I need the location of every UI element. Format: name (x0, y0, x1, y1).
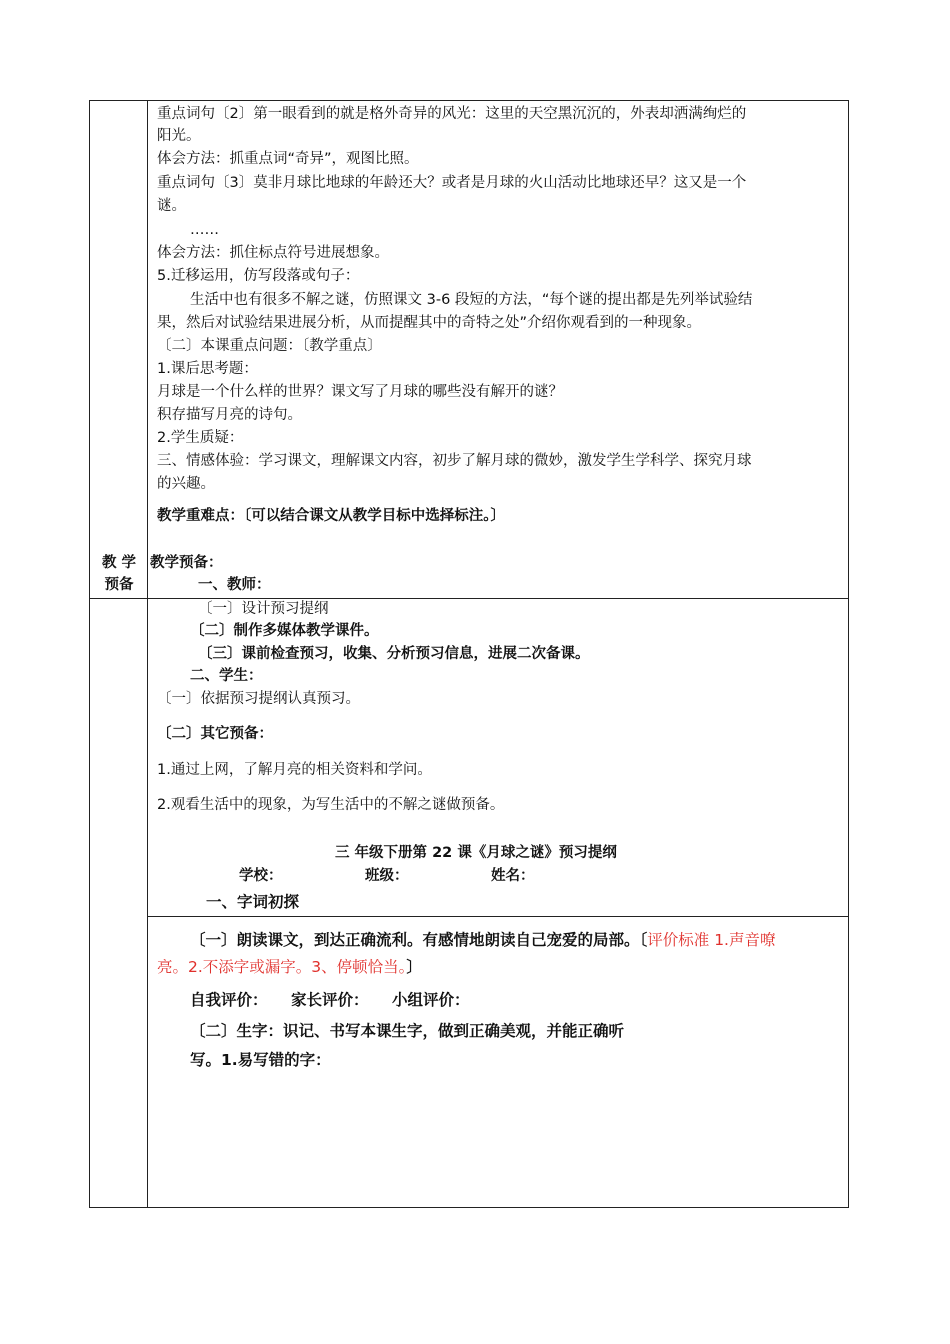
key-sentence-3: 重点词句〔3〕莫非月球比地球的年龄还大？或者是月球的火山活动比地球还早？这又是一个 (157, 175, 747, 191)
other-prep-heading: 〔二〕其它预备： (157, 726, 273, 742)
method-1: 体会方法：抓重点词“奇异”，观图比照。 (157, 151, 419, 167)
key-sentence-2-cont: 阳光。 (157, 128, 201, 144)
key-sentence-3-cont: 谜。 (157, 198, 186, 214)
new-chars-task-cont: 写。1.易写错的字： (190, 1051, 331, 1069)
method-2: 体会方法：抓住标点符号进展想象。 (157, 245, 389, 261)
section-word-exploration: 一、字词初探 (206, 893, 300, 911)
evaluation-criteria-cont: 亮。2.不添字或漏字。3、停顿恰当。 (157, 958, 407, 976)
transfer-text-cont: 果，然后对试验结果进展分析，从而提醒其中的奇特之处”介绍你观看到的一种现象。 (157, 315, 702, 331)
key-sentence-2: 重点词句〔2〕第一眼看到的就是格外奇异的风光：这里的天空黑沉沉的，外表却洒满绚烂的 (157, 106, 747, 122)
parent-evaluation-label: 家长评价： (291, 991, 369, 1009)
poem-task: 积存描写月亮的诗句。 (157, 407, 302, 423)
prep-item-1: 〔一〕设计预习提纲 (198, 601, 329, 617)
school-label: 学校： (239, 868, 283, 884)
reading-task (190, 929, 775, 951)
name-label: 姓名： (491, 868, 535, 884)
reading-task-text: 〔一〕朗读课文，到达正确流利。有感情地朗读自己宠爱的局部。〔 (190, 931, 648, 949)
ellipsis: …… (190, 222, 219, 238)
new-chars-task: 〔二〕生字：识记、书写本课生字，做到正确美观，并能正确听 (190, 1022, 625, 1040)
reading-task-cont (157, 956, 422, 978)
student-questions: 2.学生质疑： (157, 430, 244, 446)
evaluation-criteria: 评价标准 1.声音嘹 (647, 931, 776, 949)
bracket-close: 〕 (406, 958, 422, 976)
group-evaluation-label: 小组评价： (392, 991, 470, 1009)
prep-title: 教学预备： (150, 555, 223, 571)
self-evaluation-label: 自我评价： (190, 991, 268, 1009)
prep-item-2: 〔二〕制作多媒体教学课件。 (190, 623, 379, 639)
other-prep-1: 1.通过上网，了解月亮的相关资料和学问。 (157, 762, 432, 778)
question-text: 月球是一个什么样的世界？课文写了月球的哪些没有解开的谜？ (157, 384, 563, 400)
difficulty-note: 教学重难点：〔可以结合课文从教学目标中选择标注。〕 (157, 508, 505, 524)
emotion-experience: 三、情感体验：学习课文，理解课文内容，初步了解月球的微妙，激发学生学科学、探究月球 (157, 453, 752, 469)
teacher-heading: 一、教师： (198, 577, 271, 593)
after-class-questions: 1.课后思考题： (157, 361, 258, 377)
column-divider (147, 100, 148, 1208)
other-prep-2: 2.观看生活中的现象，为写生活中的不解之谜做预备。 (157, 797, 505, 813)
transfer-heading: 5.迁移运用，仿写段落或句子： (157, 268, 360, 284)
row-divider (147, 916, 849, 917)
transfer-text: 生活中也有很多不解之谜，仿照课文 3-6 段短的方法，“每个谜的提出都是先列举试验结 (190, 292, 753, 308)
student-item-1: 〔一〕依据预习提纲认真预习。 (157, 691, 360, 707)
side-label-line2: 预备 (104, 577, 134, 593)
student-heading: 二、学生： (190, 668, 263, 684)
emotion-experience-cont: 的兴趣。 (157, 476, 215, 492)
outline-title: 三 年级下册第 22 课《月球之谜》预习提纲 (335, 845, 617, 861)
prep-item-3: 〔三〕课前检查预习，收集、分析预习信息，进展二次备课。 (198, 646, 590, 662)
side-label-line1: 教 学 (101, 555, 137, 571)
class-label: 班级： (365, 868, 409, 884)
key-questions-heading: 〔二〕本课重点问题：〔教学重点〕 (157, 338, 382, 354)
